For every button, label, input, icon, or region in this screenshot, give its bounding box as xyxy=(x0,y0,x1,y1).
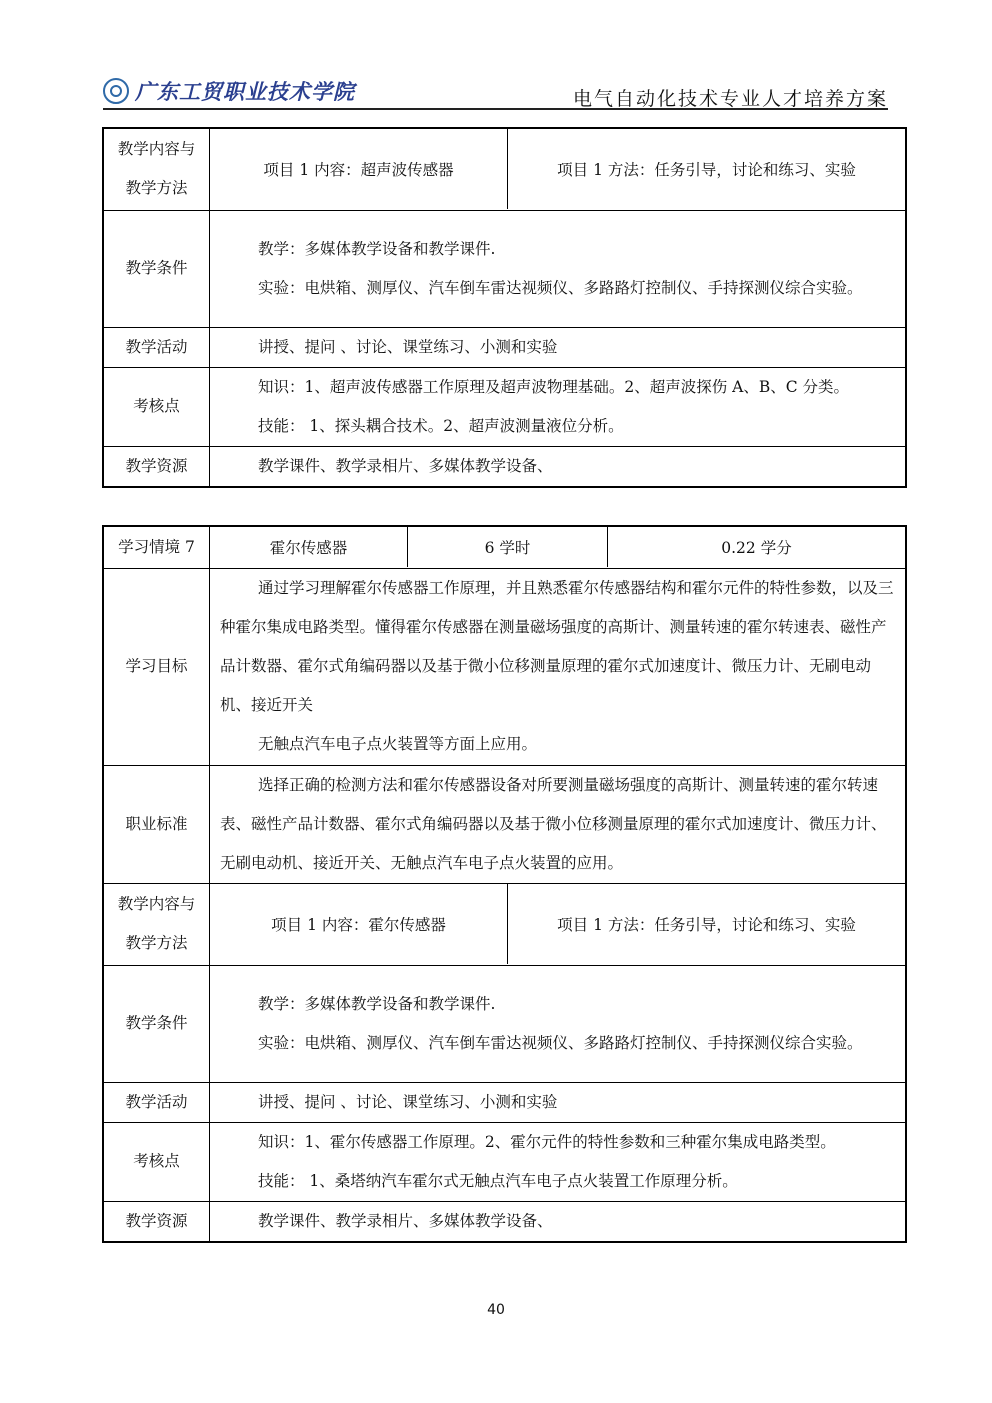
situation-credits: 0.22 学分 xyxy=(721,539,792,558)
label-activities: 教学活动 xyxy=(103,1082,210,1122)
label-assessment: 考核点 xyxy=(103,367,210,446)
label-content-method: 教学内容与教学方法 xyxy=(103,128,210,210)
assessment-knowledge: 知识：1、霍尔传感器工作原理。2、霍尔元件的特性参数和三种霍尔集成电路类型。 xyxy=(258,1132,836,1151)
standards-text: 选择正确的检测方法和霍尔传感器设备对所要测量磁场强度的高斯计、测量转速的霍尔转速表、磁性产品计数器、霍尔式角编码器以及基于微小位移测量原理的霍尔式加速度计、微压力计、无刷电动机、接近开关、无触点汽车电子点火装置的应用。 xyxy=(220,775,887,872)
project-content: 项目 1 内容：超声波传感器 xyxy=(210,129,508,209)
label-standards: 职业标准 xyxy=(103,765,210,883)
goals-paragraph-2: 无触点汽车电子点火装置等方面上应用。 xyxy=(258,735,538,753)
school-name: 广东工贸职业技术学院 xyxy=(135,79,355,104)
activities-text: 讲授、提问 、讨论、课堂练习、小测和实验 xyxy=(258,337,558,356)
course-table-ultrasonic xyxy=(102,127,907,488)
label-conditions: 教学条件 xyxy=(103,965,210,1082)
label-resources: 教学资源 xyxy=(103,1201,210,1242)
situation-name: 霍尔传感器 xyxy=(210,527,408,567)
school-logo xyxy=(103,74,355,108)
resources-text: 教学课件、教学录相片、多媒体教学设备、 xyxy=(258,456,553,475)
school-seal-icon xyxy=(103,78,129,104)
header-divider xyxy=(103,108,888,110)
page-number: 40 xyxy=(487,1302,505,1318)
assessment-skill: 技能： 1、桑塔纳汽车霍尔式无触点汽车电子点火装置工作原理分析。 xyxy=(258,1171,738,1190)
conditions-content xyxy=(210,210,907,327)
project-method: 项目 1 方法：任务引导，讨论和练习、实验 xyxy=(557,161,856,180)
document-title: 电气自动化技术专业人才培养方案 xyxy=(572,88,888,110)
project-method: 项目 1 方法：任务引导，讨论和练习、实验 xyxy=(557,916,856,934)
goals-paragraph-1: 通过学习理解霍尔传感器工作原理，并且熟悉霍尔传感器结构和霍尔元件的特性参数，以及三种霍尔集成电路类型。懂得霍尔传感器在测量磁场强度的高斯计、测量转速的霍尔转速表、磁性产品计数器、霍尔式角编码器以及基于微小位移测量原理的霍尔式加速度计、微压力计、无刷电动机、接近开关 xyxy=(220,579,894,714)
label-situation: 学习情境 7 xyxy=(103,526,210,568)
situation-hours: 6 学时 xyxy=(408,527,608,567)
page-header xyxy=(103,70,888,110)
conditions-experiment: 实验：电烘箱、测厚仪、汽车倒车雷达视频仪、多路路灯控制仪、手持探测仪综合实验。 xyxy=(258,1033,863,1052)
label-goals: 学习目标 xyxy=(103,568,210,765)
label-content-method: 教学内容与教学方法 xyxy=(103,883,210,965)
conditions-teaching: 教学：多媒体教学设备和教学课件. xyxy=(258,239,496,258)
assessment-skill: 技能： 1、探头耦合技术。2、超声波测量液位分析。 xyxy=(258,416,624,435)
label-resources: 教学资源 xyxy=(103,446,210,487)
project-content: 项目 1 内容：霍尔传感器 xyxy=(210,884,508,964)
label-conditions: 教学条件 xyxy=(103,210,210,327)
conditions-teaching: 教学：多媒体教学设备和教学课件. xyxy=(258,994,496,1013)
label-activities: 教学活动 xyxy=(103,327,210,367)
course-table-hall xyxy=(102,525,907,1243)
assessment-knowledge: 知识：1、超声波传感器工作原理及超声波物理基础。2、超声波探伤 A、B、C 分类。 xyxy=(258,377,850,396)
label-assessment: 考核点 xyxy=(103,1122,210,1201)
resources-text: 教学课件、教学录相片、多媒体教学设备、 xyxy=(258,1211,553,1230)
activities-text: 讲授、提问 、讨论、课堂练习、小测和实验 xyxy=(258,1092,558,1111)
conditions-experiment: 实验：电烘箱、测厚仪、汽车倒车雷达视频仪、多路路灯控制仪、手持探测仪综合实验。 xyxy=(258,278,863,297)
